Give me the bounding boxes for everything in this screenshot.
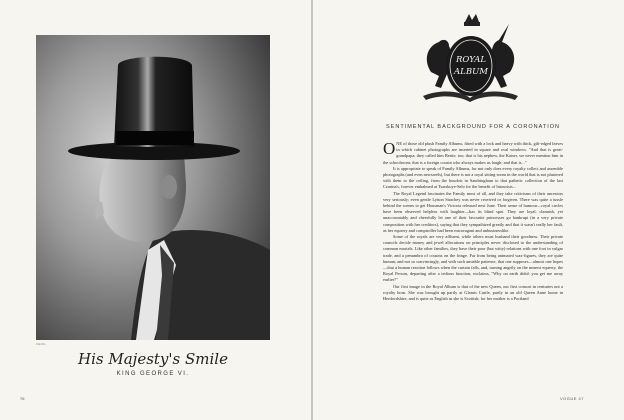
paragraph-3: The Royal Legend fascinates the Family most of all, and they take criticisms of their ancestors very seriously; even gentle Lytton Strachey was never received or forgiven. There was quite a tussle behind the scenes to get Housman's Victoria released next June. Their sense of humour—royal circles have been observed helpless with laughter—has its blind spot. They are loyal, clannish, yet unaccountably and cheerfully let one of their favourite princesses go bankrupt (in a very private composition with her creditors), saying that they sympathized greatly and that it wasn't really her fault, as her equerry and comptroller had been extravagant and unbusinesslike. [383, 190, 563, 233]
article-subtitle: SENTIMENTAL BACKGROUND FOR A CORONATION [386, 124, 560, 130]
paragraph-1-text: NE of those old plush Family Albums, fitted with a lock and heavy with thick, gilt-edged leaves in which cabinet photographs are inserted in square and oval windows. "And that is great-grandpapa, they called him Bertie, too; that is his nephew, the Kaiser, we never mention him in the schoolroom; that is a foreign cousin who always makes us laugh; and that is..." [383, 141, 563, 165]
crest-text-royal: ROYAL [455, 55, 487, 65]
paragraph-4: Some of the royals are very affluent, while others must husband their goodness. Their private councils decide money and jewel allocations on principles never disclosed to the understanding of common mortals. Like other families, they have their poor (but witty) relations with one foot in vulgar trade, and a penumbra of cousins on the fringe. Far from being animated wax-figures, they are quite human; and not so convincingly, and with such amiable patience, that one supposes—almost one hopes—that a human reaction follows when the curtain falls, and, turning angrily on the nearest equerry, the Royal Person, departing after a tedious function, exclaims, "Why on earth didn't you get me away earlier?" [383, 234, 563, 283]
caption-title: His Majesty's Smile [78, 350, 228, 368]
right-page-number: VOGUE 47 [560, 396, 585, 401]
king-portrait-photo [36, 35, 270, 340]
photo-credit: CECIL [36, 342, 47, 346]
royal-album-crest [413, 10, 528, 110]
paragraph-2: It is appropriate to speak of Family Albums, for not only does every royalty collect and assemble photographs (and even newsreels), but there is not a royal sitting-room in the world that is not plastered with them to the ceiling, from the boudoir in Sandringham to that pathetic collection of the last Czarina's, forever embalmed at Tsarskoye-Selo for the benefit of Intourists... [383, 165, 563, 190]
paragraph-1 [383, 141, 563, 166]
portrait-illustration [36, 35, 270, 340]
left-page [0, 0, 311, 420]
caption-subtitle: KING GEORGE VI. [116, 371, 190, 377]
dropcap-letter: O [383, 141, 396, 158]
article-body [383, 141, 563, 395]
crest-text-album: ALBUM [454, 67, 488, 77]
paragraph-5: Our first image in the Royal Album is that of the new Queen, our first consort in centuries not a royalty born. She was brought up partly at Glamis Castle, partly in an old Queen Anne home in Hertfordshire, and is quite as English as she is Scottish; for her mother is a Portland [383, 283, 563, 302]
left-page-number: 76 [20, 396, 25, 401]
